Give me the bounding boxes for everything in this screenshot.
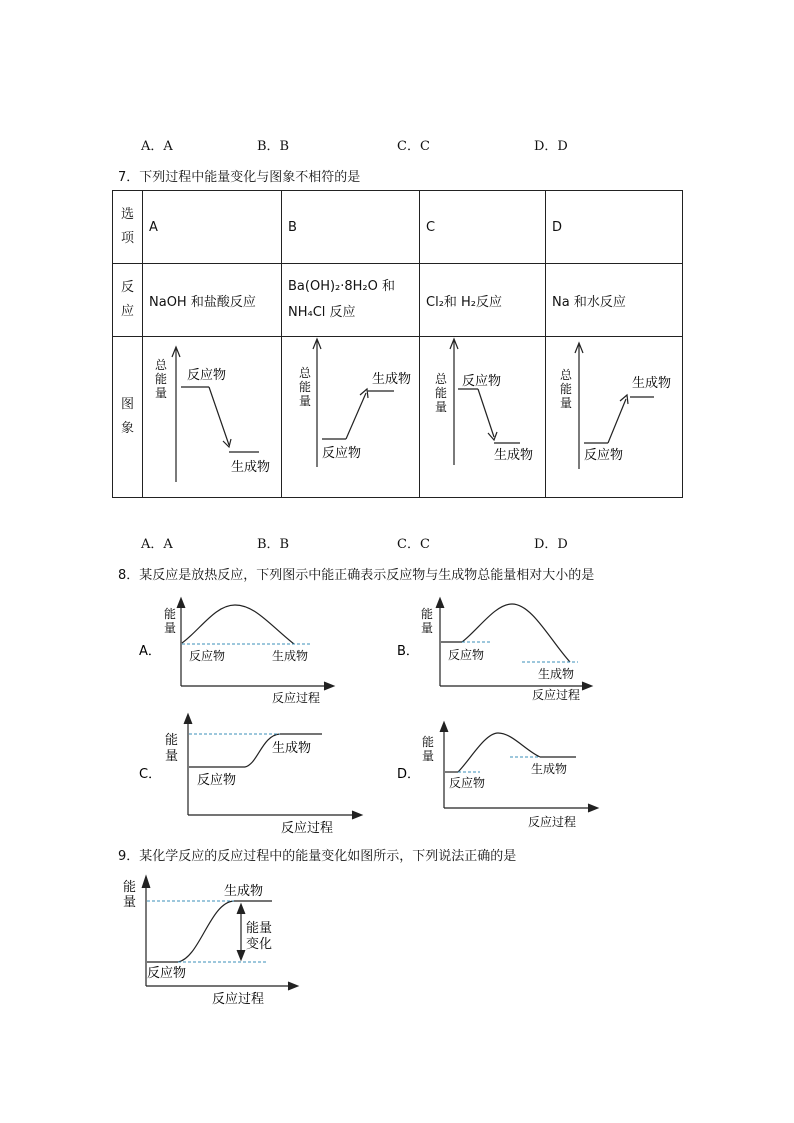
y-label-line3: 量 <box>299 394 312 408</box>
reaction-b-line2: NH₄Cl 反应 <box>288 305 356 320</box>
graph-c <box>420 337 546 498</box>
q6-choice-d[interactable]: D．D <box>534 139 568 154</box>
y-label-line2: 能 <box>560 382 573 396</box>
q6-choice-b[interactable]: B．B <box>257 139 290 154</box>
q8-graph-b <box>397 598 592 702</box>
y-label-line3: 量 <box>435 400 448 414</box>
row-header-graph: 图象 <box>113 337 143 498</box>
graph-a <box>143 337 282 498</box>
product-label: 生成物 <box>272 649 309 663</box>
q8-graph-c <box>139 714 362 836</box>
q8-graph-a <box>139 598 334 705</box>
option-d: D <box>546 191 683 264</box>
graph-b-svg <box>282 337 420 493</box>
reactant-label: 反应物 <box>584 448 624 463</box>
option-a: A <box>143 191 282 264</box>
table-row <box>113 191 683 264</box>
energy-label-line1: 能 <box>165 733 179 748</box>
q7-option-table <box>112 190 683 498</box>
q8-option-a-label[interactable]: A． <box>139 644 161 659</box>
product-label: 生成物 <box>538 667 575 681</box>
reaction-a: NaOH 和盐酸反应 <box>143 264 282 337</box>
graph-a-svg <box>143 337 282 493</box>
energy-label-line2: 量 <box>164 621 177 635</box>
graph-c-svg <box>420 337 546 493</box>
q6-choice-c[interactable]: C．C <box>397 139 430 154</box>
reaction-d: Na 和水反应 <box>546 264 683 337</box>
reactant-label: 反应物 <box>448 648 485 662</box>
q7-choice-c[interactable]: C．C <box>397 537 430 552</box>
change-label-line1: 能量 <box>246 921 273 936</box>
reactant-label: 反应物 <box>462 374 502 389</box>
q7-choice-d[interactable]: D．D <box>534 537 568 552</box>
q7-choice-b[interactable]: B．B <box>257 537 290 552</box>
energy-label-line2: 量 <box>165 749 179 764</box>
q9-title: 9．某化学反应的反应过程中的能量变化如图所示，下列说法正确的是 <box>118 849 517 864</box>
q6-choice-a[interactable]: A．A <box>141 139 173 154</box>
reactant-label: 反应物 <box>147 966 187 981</box>
graph-b <box>282 337 420 498</box>
energy-label-line2: 量 <box>422 749 435 763</box>
row-header-option: 选项 <box>113 191 143 264</box>
y-label-line1: 总 <box>299 366 312 380</box>
reaction-b <box>282 264 420 337</box>
energy-label-line1: 能 <box>123 880 137 895</box>
reaction-c: Cl₂和 H₂反应 <box>420 264 546 337</box>
y-label-line2: 能 <box>155 372 168 386</box>
energy-label-line1: 能 <box>422 735 435 749</box>
product-label: 生成物 <box>531 762 568 776</box>
change-label-line2: 变化 <box>246 937 273 952</box>
q7-title: 7．下列过程中能量变化与图象不相符的是 <box>118 170 361 185</box>
product-label: 生成物 <box>494 448 534 463</box>
reactant-label: 反应物 <box>187 368 227 383</box>
energy-label-line2: 量 <box>421 621 434 635</box>
reaction-b-line1: Ba(OH)₂·8H₂O 和 <box>288 279 396 294</box>
graph-d <box>546 337 683 498</box>
q8-graph-d <box>397 722 598 829</box>
q7-choice-a[interactable]: A．A <box>141 537 173 552</box>
energy-label-line1: 能 <box>421 607 434 621</box>
energy-label-line1: 能 <box>164 607 177 621</box>
process-label: 反应过程 <box>528 815 577 829</box>
y-label-line1: 总 <box>155 358 168 372</box>
row-header-reaction: 反应 <box>113 264 143 337</box>
reactant-label: 反应物 <box>197 773 237 788</box>
energy-label-line2: 量 <box>123 895 137 910</box>
q8-option-b-label[interactable]: B． <box>397 644 419 659</box>
option-c: C <box>420 191 546 264</box>
table-row <box>113 264 683 337</box>
graph-d-svg <box>546 337 683 493</box>
y-label-line1: 总 <box>435 372 448 386</box>
process-label: 反应过程 <box>212 992 265 1007</box>
q8-option-d-label[interactable]: D． <box>397 767 421 782</box>
q8-option-c-label[interactable]: C． <box>139 767 162 782</box>
reactant-label: 反应物 <box>189 649 226 663</box>
y-label-line2: 能 <box>435 386 448 400</box>
q8-graphs <box>0 590 794 840</box>
y-label-line2: 能 <box>299 380 312 394</box>
product-label: 生成物 <box>372 372 412 387</box>
process-label: 反应过程 <box>281 821 334 836</box>
q8-title: 8．某反应是放热反应，下列图示中能正确表示反应物与生成物总能量相对大小的是 <box>118 568 595 583</box>
y-label-line3: 量 <box>560 396 573 410</box>
y-label-line1: 总 <box>560 368 573 382</box>
process-label: 反应过程 <box>272 691 321 705</box>
product-label: 生成物 <box>224 884 264 899</box>
option-b: B <box>282 191 420 264</box>
product-label: 生成物 <box>272 741 312 756</box>
product-label: 生成物 <box>632 376 672 391</box>
product-label: 生成物 <box>231 460 271 475</box>
q9-graph <box>0 870 794 1010</box>
y-label-line3: 量 <box>155 386 168 400</box>
process-label: 反应过程 <box>532 688 581 702</box>
table-row <box>113 337 683 498</box>
reactant-label: 反应物 <box>449 776 486 790</box>
reactant-label: 反应物 <box>322 446 362 461</box>
